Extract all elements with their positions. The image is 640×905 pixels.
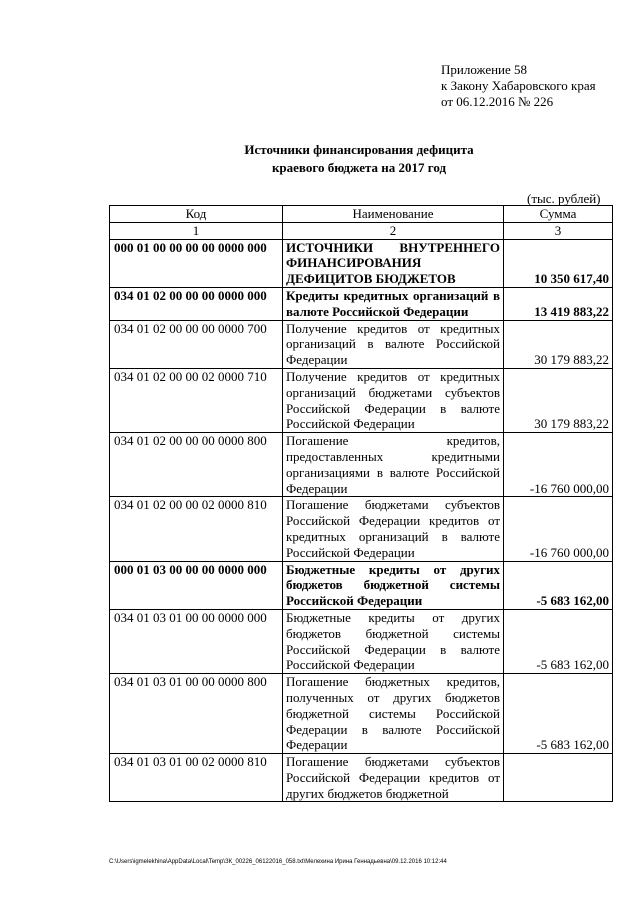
- appendix-line: Приложение 58: [441, 62, 528, 77]
- row-code: 034 01 02 00 00 02 0000 710: [110, 368, 283, 432]
- row-code: 034 01 03 01 00 00 0000 000: [110, 609, 283, 673]
- table-row: [110, 239, 613, 287]
- file-path-footer: C:\Users\igmelekhina\AppData\Local\Temp\ЗК_00226_06122016_058.txt\Мелехина Ирина Геннадьевна\09.12.2016 10:12:44: [109, 859, 447, 865]
- table-body: [110, 239, 613, 802]
- row-code: 000 01 00 00 00 00 0000 000: [110, 239, 283, 287]
- header-code: Код: [110, 206, 283, 223]
- row-code: 034 01 02 00 00 00 0000 800: [110, 433, 283, 497]
- index-row: [110, 222, 613, 239]
- appendix-line: к Закону Хабаровского края: [441, 78, 596, 93]
- appendix-line: от 06.12.2016 № 226: [441, 94, 554, 109]
- table-row: [110, 287, 613, 320]
- row-name: Кредиты кредитных организаций в валюте Российской Федерации: [283, 287, 504, 320]
- row-sum: -16 760 000,00: [504, 497, 613, 561]
- row-name: Погашение бюджетных кредитов, полученных от других бюджетов бюджетной системы Российской Федерации в валюте Российской Федерации: [283, 674, 504, 754]
- sources-table: [109, 205, 613, 802]
- row-name: Погашение бюджетами субъектов Российской Федерации кредитов от других бюджетов бюджетной: [283, 754, 504, 802]
- row-code: 034 01 03 01 00 00 0000 800: [110, 674, 283, 754]
- row-sum: 30 179 883,22: [504, 368, 613, 432]
- header-sum: Сумма: [504, 206, 613, 223]
- row-code: 034 01 02 00 00 00 0000 700: [110, 320, 283, 368]
- row-code: 034 01 02 00 00 00 0000 000: [110, 287, 283, 320]
- document-title: [0, 141, 640, 177]
- title-line: краевого бюджета на 2017 год: [271, 160, 447, 175]
- units-label: (тыс. рублей): [527, 191, 601, 206]
- table-row: [110, 368, 613, 432]
- table-row: [110, 433, 613, 497]
- header-row: [110, 206, 613, 223]
- header-name: Наименование: [283, 206, 504, 223]
- row-sum: -5 683 162,00: [504, 561, 613, 609]
- row-name: ИСТОЧНИКИ ВНУТРЕННЕГО ФИНАНСИРОВАНИЯ ДЕФИЦИТОВ БЮДЖЕТОВ: [283, 239, 504, 287]
- row-sum: -5 683 162,00: [504, 674, 613, 754]
- row-name: Погашение кредитов, предоставленных кредитными организациями в валюте Российской Федерации: [283, 433, 504, 497]
- row-code: 000 01 03 00 00 00 0000 000: [110, 561, 283, 609]
- row-sum: 10 350 617,40: [504, 239, 613, 287]
- row-sum: -16 760 000,00: [504, 433, 613, 497]
- row-sum: [504, 754, 613, 802]
- table-row: [110, 320, 613, 368]
- row-name: Бюджетные кредиты от других бюджетов бюджетной системы Российской Федерации: [283, 561, 504, 609]
- row-name: Бюджетные кредиты от других бюджетов бюджетной системы Российской Федерации в валюте Российской Федерации: [283, 609, 504, 673]
- table-row: [110, 561, 613, 609]
- index-cell: 3: [504, 222, 613, 239]
- table-row: [110, 497, 613, 561]
- appendix-note: [441, 62, 596, 110]
- index-cell: 1: [110, 222, 283, 239]
- row-sum: 30 179 883,22: [504, 320, 613, 368]
- table-row: [110, 754, 613, 802]
- table-row: [110, 609, 613, 673]
- title-line: Источники финансирования дефицита: [244, 142, 474, 157]
- row-code: 034 01 03 01 00 02 0000 810: [110, 754, 283, 802]
- row-name: Получение кредитов от кредитных организаций в валюте Российской Федерации: [283, 320, 504, 368]
- row-code: 034 01 02 00 00 02 0000 810: [110, 497, 283, 561]
- row-name: Получение кредитов от кредитных организаций бюджетами субъектов Российской Федерации в валюте Российской Федерации: [283, 368, 504, 432]
- index-cell: 2: [283, 222, 504, 239]
- row-sum: -5 683 162,00: [504, 609, 613, 673]
- table-row: [110, 674, 613, 754]
- row-sum: 13 419 883,22: [504, 287, 613, 320]
- row-name: Погашение бюджетами субъектов Российской Федерации кредитов от кредитных организаций в валюте Российской Федерации: [283, 497, 504, 561]
